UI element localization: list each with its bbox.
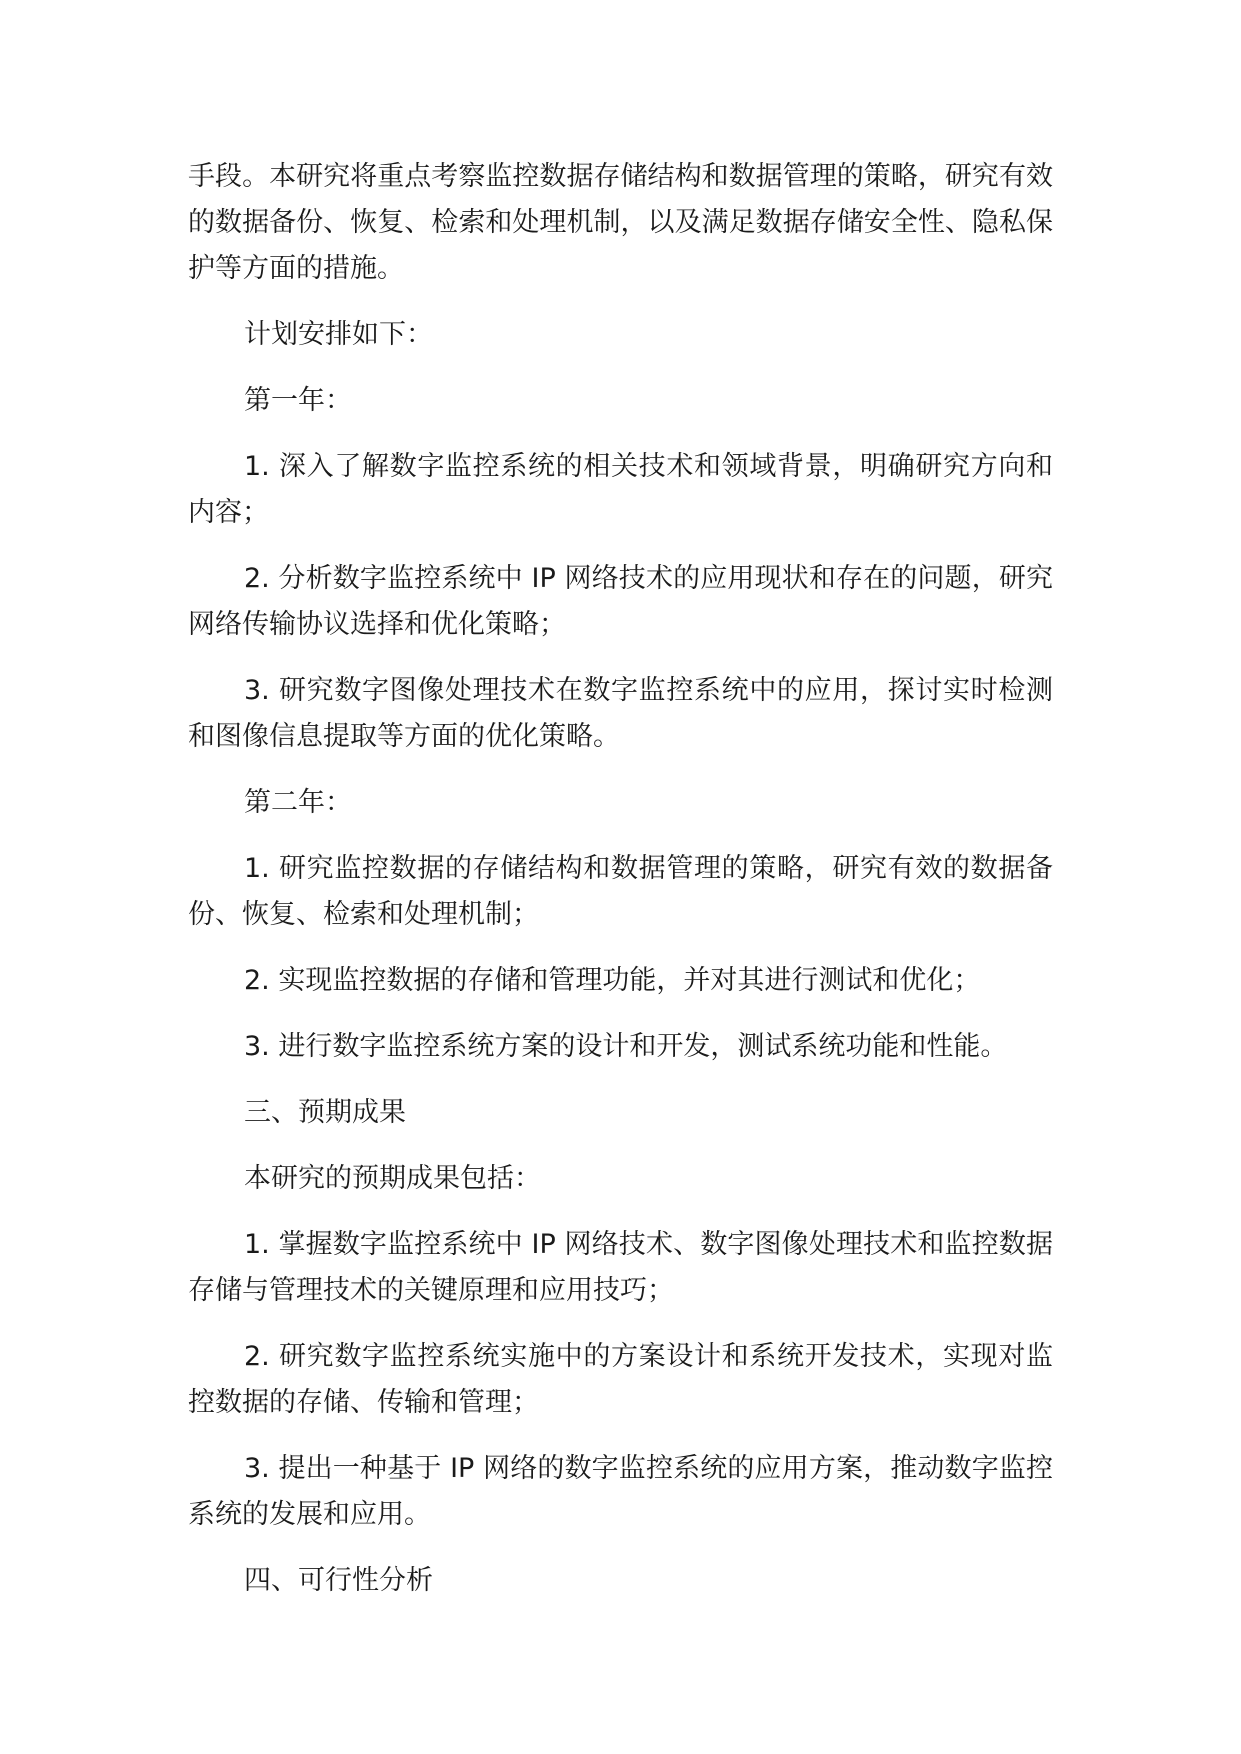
document-body [188,154,1053,1624]
paragraph-year-two-item-2: 2. 实现监控数据的存储和管理功能，并对其进行测试和优化； [244,965,981,996]
paragraph-year-one-item-3: 3. 研究数字图像处理技术在数字监控系统中的应用，探讨实时检测和图像信息提取等方面的优化策略。 [188,675,1053,752]
paragraph-year-two-item-3: 3. 进行数字监控系统方案的设计和开发，测试系统功能和性能。 [244,1031,1008,1062]
paragraph-year-two-heading: 第二年： [244,787,352,818]
section-heading-feasibility: 四、可行性分析 [244,1565,433,1596]
paragraph-continued-intro: 手段。本研究将重点考察监控数据存储结构和数据管理的策略，研究有效的数据备份、恢复、检索和处理机制，以及满足数据存储安全性、隐私保护等方面的措施。 [188,161,1053,284]
paragraph-year-one-item-1: 1. 深入了解数字监控系统的相关技术和领域背景，明确研究方向和内容； [188,451,1053,528]
paragraph-outcome-1: 1. 掌握数字监控系统中 IP 网络技术、数字图像处理技术和监控数据存储与管理技术的关键原理和应用技巧； [188,1229,1053,1306]
paragraph-outcomes-intro: 本研究的预期成果包括： [244,1163,541,1194]
section-heading-expected-outcomes: 三、预期成果 [244,1097,406,1128]
paragraph-plan-heading: 计划安排如下： [244,319,433,350]
paragraph-outcome-2: 2. 研究数字监控系统实施中的方案设计和系统开发技术，实现对监控数据的存储、传输和管理； [188,1341,1053,1418]
paragraph-year-one-heading: 第一年： [244,385,352,416]
paragraph-outcome-3: 3. 提出一种基于 IP 网络的数字监控系统的应用方案，推动数字监控系统的发展和应用。 [188,1453,1053,1530]
paragraph-year-two-item-1: 1. 研究监控数据的存储结构和数据管理的策略，研究有效的数据备份、恢复、检索和处理机制； [188,853,1053,930]
paragraph-year-one-item-2: 2. 分析数字监控系统中 IP 网络技术的应用现状和存在的问题，研究网络传输协议选择和优化策略； [188,563,1053,640]
